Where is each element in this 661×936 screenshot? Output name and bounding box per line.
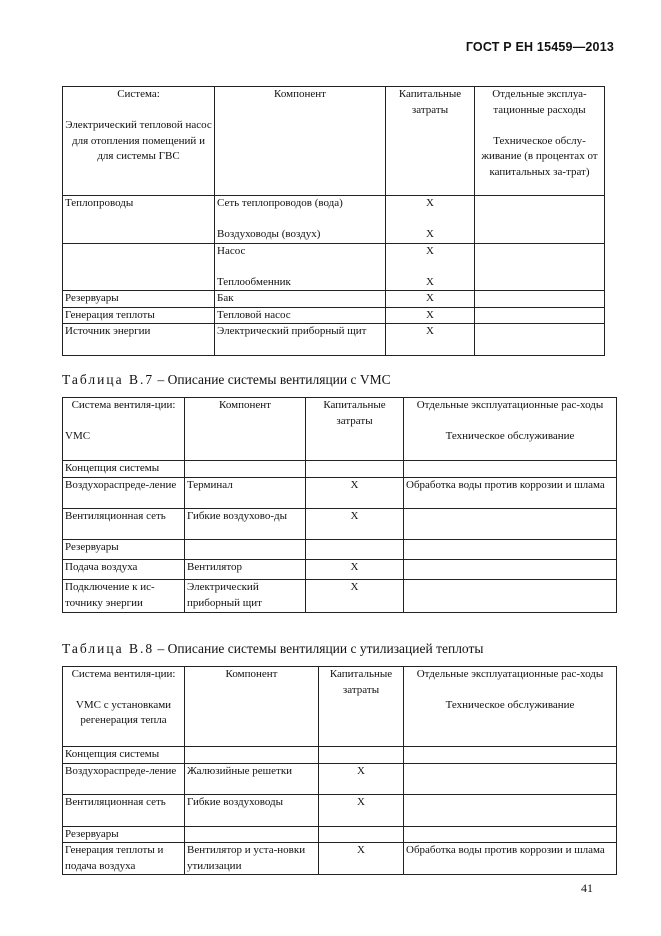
cell-system: Концепция системы xyxy=(63,747,185,764)
cell-capital: X xyxy=(319,763,404,794)
document-code: ГОСТ Р ЕН 15459—2013 xyxy=(465,40,614,54)
cell-separate xyxy=(404,747,617,764)
cell-capital: X X xyxy=(386,243,475,291)
cell-separate xyxy=(404,826,617,843)
cell-component: Бак xyxy=(215,291,386,308)
caption-text: – Описание системы вентиляции с утилизацией теплоты xyxy=(154,641,484,656)
cell-capital xyxy=(319,747,404,764)
cell-separate xyxy=(404,509,617,540)
header-separate-label: Отдельные эксплуатационные рас-ходы xyxy=(416,399,604,411)
cell-capital: X xyxy=(386,307,475,324)
header-system-sub: VMC с установками регенерация тепла xyxy=(75,698,172,726)
cell-capital: X xyxy=(386,324,475,356)
heat-pump-table xyxy=(62,86,605,356)
caption-prefix: Таблица В.7 xyxy=(62,372,155,387)
table-caption-b7 xyxy=(62,372,391,388)
cell-capital: X xyxy=(319,843,404,875)
cell-separate xyxy=(404,580,617,613)
table-row xyxy=(63,794,617,826)
header-system xyxy=(63,667,185,747)
cell-system: Вентиляционная сеть xyxy=(63,794,185,826)
cell-component xyxy=(185,747,319,764)
cell-capital: X X xyxy=(386,196,475,244)
cell-system: Концепция системы xyxy=(63,461,185,478)
cell-separate xyxy=(404,794,617,826)
cell-separate xyxy=(475,324,605,356)
cell-system: Вентиляционная сеть xyxy=(63,509,185,540)
header-component: Компонент xyxy=(185,667,319,747)
cell-separate xyxy=(475,196,605,244)
cell-system: Источник энергии xyxy=(63,324,215,356)
cell-capital: X xyxy=(306,560,404,580)
cell-component: Электрический приборный щит xyxy=(185,580,306,613)
header-system-sub: VMC xyxy=(65,429,91,442)
table-row xyxy=(63,540,617,560)
header-separate-costs xyxy=(404,398,617,461)
cell-separate xyxy=(404,763,617,794)
cell-component: Электрический приборный щит xyxy=(215,324,386,356)
cell-component: Терминал xyxy=(185,478,306,509)
table-caption-b8 xyxy=(62,641,483,657)
cell-separate xyxy=(475,307,605,324)
header-system xyxy=(63,398,185,461)
cell-separate xyxy=(404,560,617,580)
caption-prefix: Таблица В.8 xyxy=(62,641,155,656)
table-row xyxy=(63,763,617,794)
header-capital-costs: Капитальные затраты xyxy=(319,667,404,747)
header-component: Компонент xyxy=(215,87,386,196)
cell-component xyxy=(185,540,306,560)
header-separate-sub: Техническое обслуживание xyxy=(445,429,575,442)
cell-separate xyxy=(404,461,617,478)
cell-capital: X xyxy=(306,478,404,509)
cell-component: Гибкие воздухово-ды xyxy=(185,509,306,540)
cell-capital: X xyxy=(306,580,404,613)
cell-system: Резервуары xyxy=(63,291,215,308)
header-capital-costs: Капитальные затраты xyxy=(306,398,404,461)
cell-system: Генерация теплоты xyxy=(63,307,215,324)
cell-system: Подключение к ис-точнику энергии xyxy=(63,580,185,613)
cell-system: Генерация теплоты и подача воздуха xyxy=(63,843,185,875)
table-row xyxy=(63,580,617,613)
table-header-row xyxy=(63,87,605,196)
table-row xyxy=(63,826,617,843)
cell-component xyxy=(185,826,319,843)
cell-component: Жалюзийные решетки xyxy=(185,763,319,794)
header-system-label: Система вентиля-ции: xyxy=(71,668,176,680)
cell-component: Вентилятор и уста-новки утилизации xyxy=(185,843,319,875)
cell-component: Насос Теплообменник xyxy=(215,243,386,291)
heat-recovery-ventilation-table xyxy=(62,666,617,875)
header-separate-costs: Отдельные эксплуа-тационные расходы Техническое обслу-живание (в процентах от капитальных за-трат) xyxy=(475,87,605,196)
cell-capital: X xyxy=(386,291,475,308)
table-row xyxy=(63,509,617,540)
cell-component: Тепловой насос xyxy=(215,307,386,324)
cell-system xyxy=(63,243,215,291)
header-component: Компонент xyxy=(185,398,306,461)
table-row xyxy=(63,307,605,324)
cell-system: Резервуары xyxy=(63,540,185,560)
cell-capital xyxy=(306,461,404,478)
table-row xyxy=(63,324,605,356)
header-capital-costs: Капитальные затраты xyxy=(386,87,475,196)
caption-text: – Описание системы вентиляции с VMC xyxy=(154,372,391,387)
cell-component xyxy=(185,461,306,478)
table-row xyxy=(63,843,617,875)
cell-separate xyxy=(475,243,605,291)
header-separate-label: Отдельные эксплуатационные рас-ходы xyxy=(416,668,604,680)
table-row xyxy=(63,196,605,244)
header-system: Система: Электрический тепловой насос для отопления помещений и для системы ГВС xyxy=(63,87,215,196)
table-row xyxy=(63,243,605,291)
page-number: 41 xyxy=(581,881,593,895)
table-row xyxy=(63,747,617,764)
cell-system: Теплопроводы xyxy=(63,196,215,244)
cell-system: Резервуары xyxy=(63,826,185,843)
vmc-ventilation-table xyxy=(62,397,617,613)
header-system-label: Система вентиля-ции: xyxy=(71,399,176,411)
table-header-row xyxy=(63,667,617,747)
cell-separate: Обработка воды против коррозии и шлама xyxy=(404,478,617,509)
cell-capital xyxy=(306,540,404,560)
cell-system: Подача воздуха xyxy=(63,560,185,580)
header-separate-costs xyxy=(404,667,617,747)
table-row xyxy=(63,461,617,478)
table-row xyxy=(63,560,617,580)
cell-capital xyxy=(319,826,404,843)
cell-component: Гибкие воздуховоды xyxy=(185,794,319,826)
cell-capital: X xyxy=(319,794,404,826)
cell-separate xyxy=(475,291,605,308)
cell-capital: X xyxy=(306,509,404,540)
header-separate-sub: Техническое обслуживание xyxy=(445,698,575,711)
table-row xyxy=(63,291,605,308)
cell-separate: Обработка воды против коррозии и шлама xyxy=(404,843,617,875)
cell-separate xyxy=(404,540,617,560)
table-header-row xyxy=(63,398,617,461)
cell-component: Вентилятор xyxy=(185,560,306,580)
cell-system: Воздухораспреде-ление xyxy=(63,763,185,794)
cell-system: Воздухораспреде-ление xyxy=(63,478,185,509)
cell-component: Сеть теплопроводов (вода) Воздуховоды (воздух) xyxy=(215,196,386,244)
table-row xyxy=(63,478,617,509)
